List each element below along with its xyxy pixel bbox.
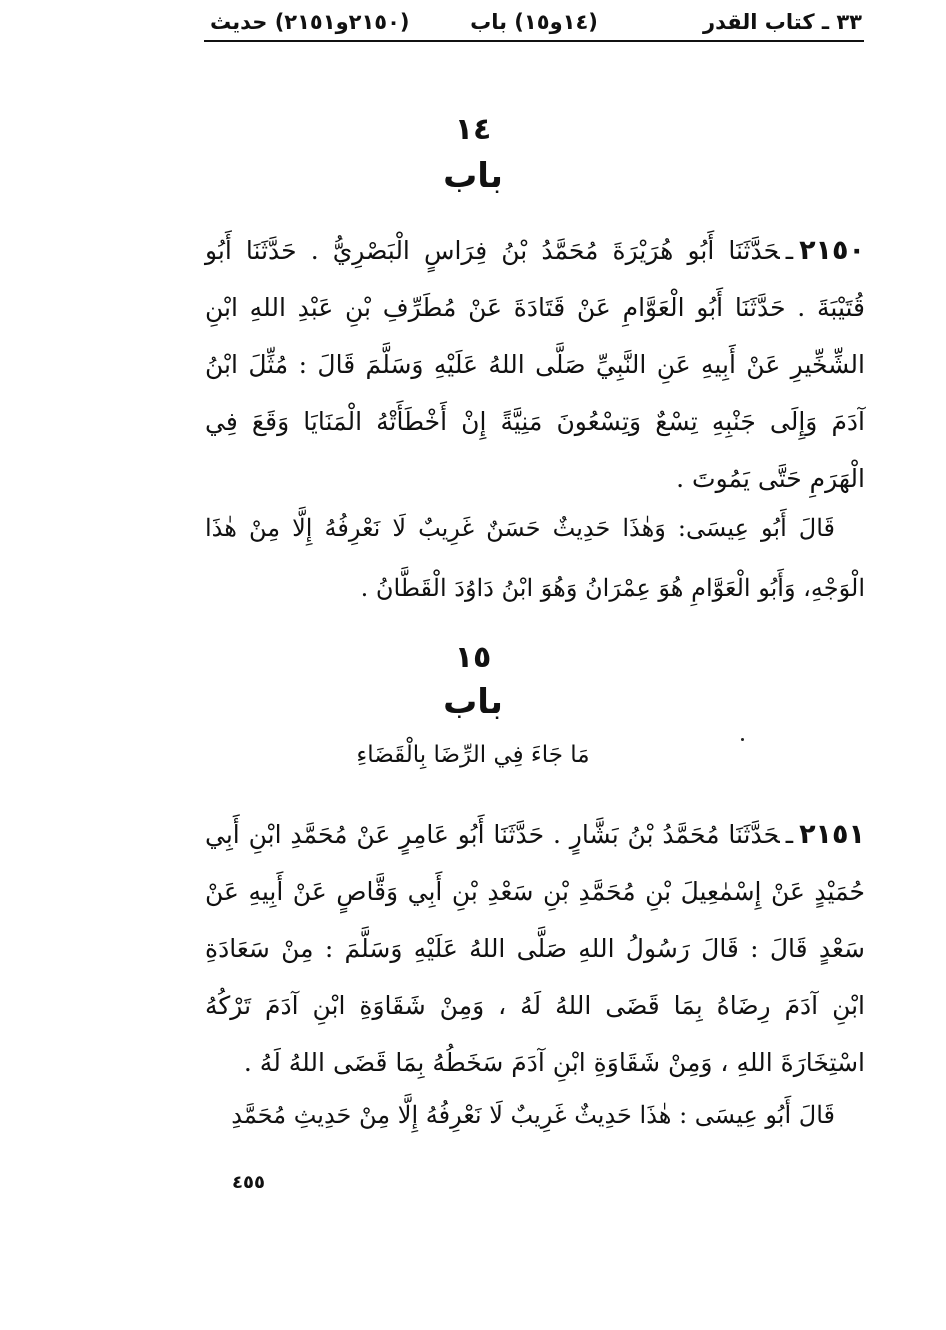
section-number: ١٥ (454, 640, 492, 675)
section-subtitle: مَا جَاءَ فِي الرِّضَا بِالْقَضَاءِ (356, 742, 590, 768)
hadith-commentary: قَالَ أَبُو عِيسَى : هٰذَا حَدِيثٌ غَرِيبٌ لَا نَعْرِفُهُ إِلَّا مِنْ حَدِيثِ مُحَمَّدِ (231, 1101, 835, 1129)
header-chapter-title: ٣٣ ـ كتاب القدر (703, 10, 862, 34)
header-chapters-ref: (١٤و١٥) باب (470, 10, 598, 34)
hadith-number: ٢١٥١ (799, 819, 865, 850)
hadith-text: حَدَّثَنَا أَبُو هُرَيْرَةَ مُحَمَّدُ بْنُ فِرَاسٍ الْبَصْرِيُّ . حَدَّثَنَا أَبُو قُتَيْبَةَ . حَدَّثَنَا أَبُو الْعَوَّامِ عَنْ قَتَادَةَ عَنْ مُطَرِّفِ بْنِ عَبْدِ اللهِ ابْنِ الشِّخِّيرِ عَنْ أَبِيهِ عَنِ النَّبِيِّ صَلَّى اللهُ عَلَيْهِ وَسَلَّمَ قَالَ : مُثِّلَ ابْنُ آدَمَ وَإِلَى جَنْبِهِ تِسْعٌ وَتِسْعُونَ مَنِيَّةً إِنْ أَخْطَأَتْهُ الْمَنَايَا وَقَعَ فِي الْهَرَمِ حَتَّى يَمُوتَ . (205, 236, 865, 493)
hadith-commentary: قَالَ أَبُو عِيسَى: وَهٰذَا حَدِيثٌ حَسَنٌ غَرِيبٌ لَا نَعْرِفُهُ إِلَّا مِنْ هٰذَا الْوَجْهِ، وَأَبُو الْعَوَّامِ هُوَ عِمْرَانُ وَهُوَ ابْنُ دَاوُدَ الْقَطَّانُ . (205, 514, 865, 602)
hadith-paragraph: ٢١٥١ـحَدَّثَنَا مُحَمَّدُ بْنُ بَشَّارٍ . حَدَّثَنَا أَبُو عَامِرٍ عَنْ مُحَمَّدِ ابْنِ أَبِي حُمَيْدٍ عَنْ إِسْمٰعِيلَ بْنِ مُحَمَّدِ بْنِ سَعْدِ بْنِ أَبِي وَقَّاصٍ عَنْ أَبِيهِ عَنْ سَعْدٍ قَالَ : قَالَ رَسُولُ اللهِ صَلَّى اللهُ عَلَيْهِ وَسَلَّمَ : مِنْ سَعَادَةِ ابْنِ آدَمَ رِضَاهُ بِمَا قَضَى اللهُ لَهُ ، وَمِنْ شَقَاوَةِ ابْنِ آدَمَ تَرْكُهُ اسْتِخَارَةَ اللهِ ، وَمِنْ شَقَاوَةِ ابْنِ آدَمَ سَخَطُهُ بِمَا قَضَى اللهُ لَهُ . (205, 819, 865, 1077)
hadith-paragraph: ٢١٥٠ـحَدَّثَنَا أَبُو هُرَيْرَةَ مُحَمَّدُ بْنُ فِرَاسٍ الْبَصْرِيُّ . حَدَّثَنَا أَبُو قُتَيْبَةَ . حَدَّثَنَا أَبُو الْعَوَّامِ عَنْ قَتَادَةَ عَنْ مُطَرِّفِ بْنِ عَبْدِ اللهِ ابْنِ الشِّخِّيرِ عَنْ أَبِيهِ عَنِ النَّبِيِّ صَلَّى اللهُ عَلَيْهِ وَسَلَّمَ قَالَ : مُثِّلَ ابْنُ آدَمَ وَإِلَى جَنْبِهِ تِسْعٌ وَتِسْعُونَ مَنِيَّةً إِنْ أَخْطَأَتْهُ الْمَنَايَا وَقَعَ فِي الْهَرَمِ حَتَّى يَمُوتَ . (205, 235, 865, 493)
page-number: ٤٥٥ (232, 1172, 265, 1193)
hadith-text: حَدَّثَنَا مُحَمَّدُ بْنُ بَشَّارٍ . حَدَّثَنَا أَبُو عَامِرٍ عَنْ مُحَمَّدِ ابْنِ أَبِي حُمَيْدٍ عَنْ إِسْمٰعِيلَ بْنِ مُحَمَّدِ بْنِ سَعْدِ بْنِ أَبِي وَقَّاصٍ عَنْ أَبِيهِ عَنْ سَعْدٍ قَالَ : قَالَ رَسُولُ اللهِ صَلَّى اللهُ عَلَيْهِ وَسَلَّمَ : مِنْ سَعَادَةِ ابْنِ آدَمَ رِضَاهُ بِمَا قَضَى اللهُ لَهُ ، وَمِنْ شَقَاوَةِ ابْنِ آدَمَ تَرْكُهُ اسْتِخَارَةَ اللهِ ، وَمِنْ شَقَاوَةِ ابْنِ آدَمَ سَخَطُهُ بِمَا قَضَى اللهُ لَهُ . (205, 820, 865, 1077)
section-title: باب (443, 682, 503, 722)
section-title: باب (443, 156, 503, 196)
print-speck (741, 738, 744, 741)
hadith-number: ٢١٥٠ (799, 235, 865, 266)
running-header (204, 6, 864, 42)
header-hadith-ref: (٢١٥٠و٢١٥١) حديث (210, 10, 410, 34)
section-number: ١٤ (454, 112, 492, 147)
